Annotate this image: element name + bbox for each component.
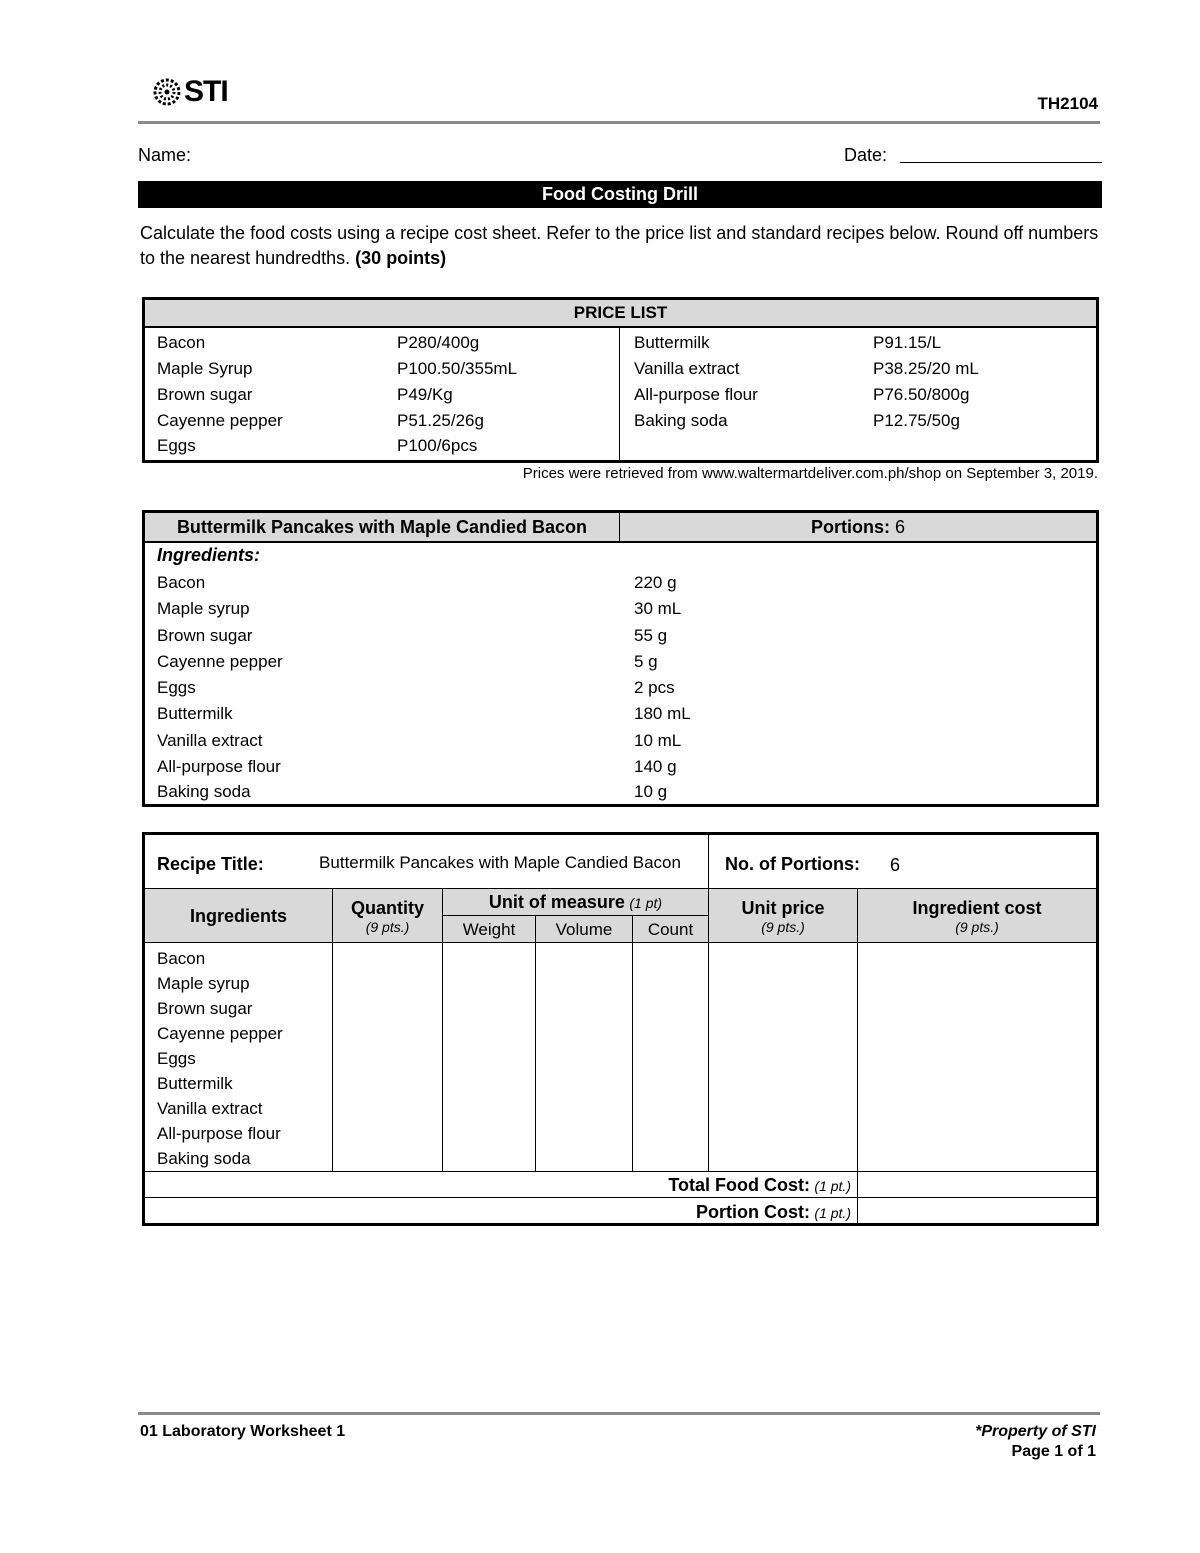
price-value: P76.50/800g — [873, 385, 970, 404]
col-unit-price-label: Unit price — [741, 897, 825, 918]
price-value: P38.25/20 mL — [873, 359, 979, 378]
cost-ingredient: Baking soda — [157, 1149, 251, 1168]
quantity-input-cell[interactable] — [333, 943, 442, 1171]
ingredient-cost-input-cell[interactable] — [858, 943, 1096, 1171]
grid-line — [145, 942, 1096, 943]
price-item: Vanilla extract — [634, 359, 740, 378]
header-divider — [138, 121, 1100, 124]
total-food-cost-input[interactable] — [858, 1173, 1096, 1198]
recipe-ingredient: Buttermilk — [157, 704, 233, 723]
date-label: Date: — [844, 145, 888, 165]
recipe-quantity: 140 g — [634, 757, 677, 776]
price-value: P49/Kg — [397, 385, 453, 404]
price-value: P100.50/355mL — [397, 359, 518, 378]
footer-divider — [138, 1412, 1100, 1415]
portion-cost-text: Portion Cost: — [695, 1202, 810, 1222]
recipe-ingredient: Baking soda — [157, 782, 251, 801]
recipe-ingredient: All-purpose flour — [157, 757, 281, 776]
recipe-title-value[interactable]: Buttermilk Pancakes with Maple Candied Bacon — [319, 853, 681, 872]
instructions-text: Calculate the food costs using a recipe cost sheet. Refer to the price list and standard recipes below. Round off numbers to the nearest hundredths. — [140, 223, 1099, 268]
grid-line — [442, 888, 443, 1171]
sti-logo — [152, 76, 228, 108]
standard-recipe-table — [142, 510, 1099, 807]
instructions — [140, 221, 1100, 271]
cost-ingredient: Brown sugar — [157, 999, 253, 1018]
total-food-cost-text: Total Food Cost: — [668, 1175, 810, 1195]
price-item: All-purpose flour — [634, 385, 758, 404]
recipe-ingredient: Vanilla extract — [157, 731, 263, 750]
recipe-portions-label: Portions: — [810, 516, 890, 537]
price-value: P12.75/50g — [873, 411, 960, 430]
recipe-quantity: 180 mL — [634, 704, 691, 723]
recipe-quantity: 10 g — [634, 782, 668, 801]
recipe-ingredient: Bacon — [157, 573, 206, 592]
price-item: Maple Syrup — [157, 359, 253, 378]
col-quantity-points: (9 pts.) — [365, 918, 410, 935]
footer-page-number: Page 1 of 1 — [1011, 1443, 1096, 1460]
price-value: P280/400g — [397, 333, 480, 352]
recipe-quantity: 2 pcs — [634, 678, 675, 697]
cost-ingredient: Buttermilk — [157, 1074, 233, 1093]
count-input-cell[interactable] — [633, 943, 708, 1171]
unit-price-input-cell[interactable] — [709, 943, 857, 1171]
portions-label: No. of Portions: — [725, 854, 860, 874]
col-weight: Weight — [462, 919, 516, 939]
recipe-ingredient: Maple syrup — [157, 599, 250, 618]
date-field[interactable] — [900, 162, 1102, 163]
col-quantity-label: Quantity — [350, 897, 424, 918]
recipe-ingredient: Brown sugar — [157, 626, 253, 645]
volume-input-cell[interactable] — [536, 943, 632, 1171]
col-ingredients — [145, 889, 332, 943]
recipe-portions-value: 6 — [894, 516, 905, 537]
recipe-title-label: Recipe Title: — [157, 854, 264, 874]
price-list-title: PRICE LIST — [145, 300, 1096, 328]
instructions-points: (30 points) — [355, 248, 447, 268]
cost-ingredient: All-purpose flour — [157, 1124, 281, 1143]
price-list-divider — [619, 328, 620, 460]
price-item: Brown sugar — [157, 385, 253, 404]
col-volume: Volume — [555, 919, 613, 939]
col-ingredient-cost-label: Ingredient cost — [912, 897, 1042, 918]
price-item: Eggs — [157, 436, 196, 455]
recipe-ingredient: Eggs — [157, 678, 196, 697]
cost-ingredient: Eggs — [157, 1049, 196, 1068]
col-unit-price — [709, 889, 857, 943]
col-ingredients-label: Ingredients — [189, 905, 287, 926]
recipe-quantity: 30 mL — [634, 599, 682, 618]
grid-line — [708, 888, 709, 1171]
document-code: TH2104 — [1037, 94, 1098, 113]
col-uom-points: (1 pt) — [629, 894, 663, 911]
col-count: Count — [647, 919, 694, 939]
cost-ingredient: Cayenne pepper — [157, 1024, 283, 1043]
grid-line — [632, 915, 633, 1171]
col-ingredient-cost-points: (9 pts.) — [955, 918, 999, 935]
ingredients-heading: Ingredients: — [157, 545, 261, 565]
col-quantity — [333, 889, 442, 943]
col-unit-of-measure — [443, 889, 708, 916]
col-uom-label: Unit of measure — [488, 892, 625, 912]
grid-line — [535, 915, 536, 1171]
recipe-name: Buttermilk Pancakes with Maple Candied Bacon — [145, 513, 620, 541]
logo-text: STI — [184, 75, 228, 108]
grid-line — [145, 888, 1096, 889]
col-ingredient-cost — [858, 889, 1096, 943]
portion-cost-points: (1 pt.) — [814, 1205, 851, 1221]
portions-value[interactable]: 6 — [890, 855, 901, 875]
grid-line — [332, 888, 333, 1171]
portion-cost-label — [545, 1199, 851, 1223]
recipe-portions — [620, 513, 1096, 541]
recipe-quantity: 220 g — [634, 573, 677, 592]
grid-line — [443, 915, 708, 916]
grid-line — [708, 835, 709, 888]
price-item: Buttermilk — [634, 333, 710, 352]
cost-ingredient: Maple syrup — [157, 974, 250, 993]
price-value: P51.25/26g — [397, 411, 484, 430]
portion-cost-input[interactable] — [858, 1199, 1096, 1223]
recipe-header — [145, 513, 1096, 543]
weight-input-cell[interactable] — [443, 943, 535, 1171]
price-value: P100/6pcs — [397, 436, 478, 455]
total-food-cost-points: (1 pt.) — [814, 1178, 851, 1194]
recipe-cost-sheet — [142, 832, 1099, 1226]
price-item: Cayenne pepper — [157, 411, 283, 430]
grid-line — [145, 1171, 1096, 1172]
price-list-table — [142, 297, 1099, 463]
globe-icon — [152, 77, 182, 107]
price-item: Bacon — [157, 333, 206, 352]
page-title: Food Costing Drill — [138, 181, 1102, 208]
grid-line — [145, 1197, 1096, 1198]
recipe-quantity: 55 g — [634, 626, 668, 645]
recipe-quantity: 5 g — [634, 652, 658, 671]
total-food-cost-label — [545, 1173, 851, 1198]
price-item: Baking soda — [634, 411, 728, 430]
grid-line — [857, 888, 858, 1223]
footer-property: *Property of STI — [975, 1423, 1096, 1440]
name-label: Name: — [138, 145, 192, 165]
footer-doc-title: 01 Laboratory Worksheet 1 — [140, 1423, 346, 1440]
cost-ingredient: Vanilla extract — [157, 1099, 263, 1118]
recipe-quantity: 10 mL — [634, 731, 682, 750]
cost-ingredient: Bacon — [157, 949, 206, 968]
price-value: P91.15/L — [873, 333, 942, 352]
recipe-ingredient: Cayenne pepper — [157, 652, 283, 671]
col-unit-price-points: (9 pts.) — [761, 918, 805, 935]
price-source-note: Prices were retrieved from www.waltermartdeliver.com.ph/shop on September 3, 2019. — [522, 465, 1098, 482]
